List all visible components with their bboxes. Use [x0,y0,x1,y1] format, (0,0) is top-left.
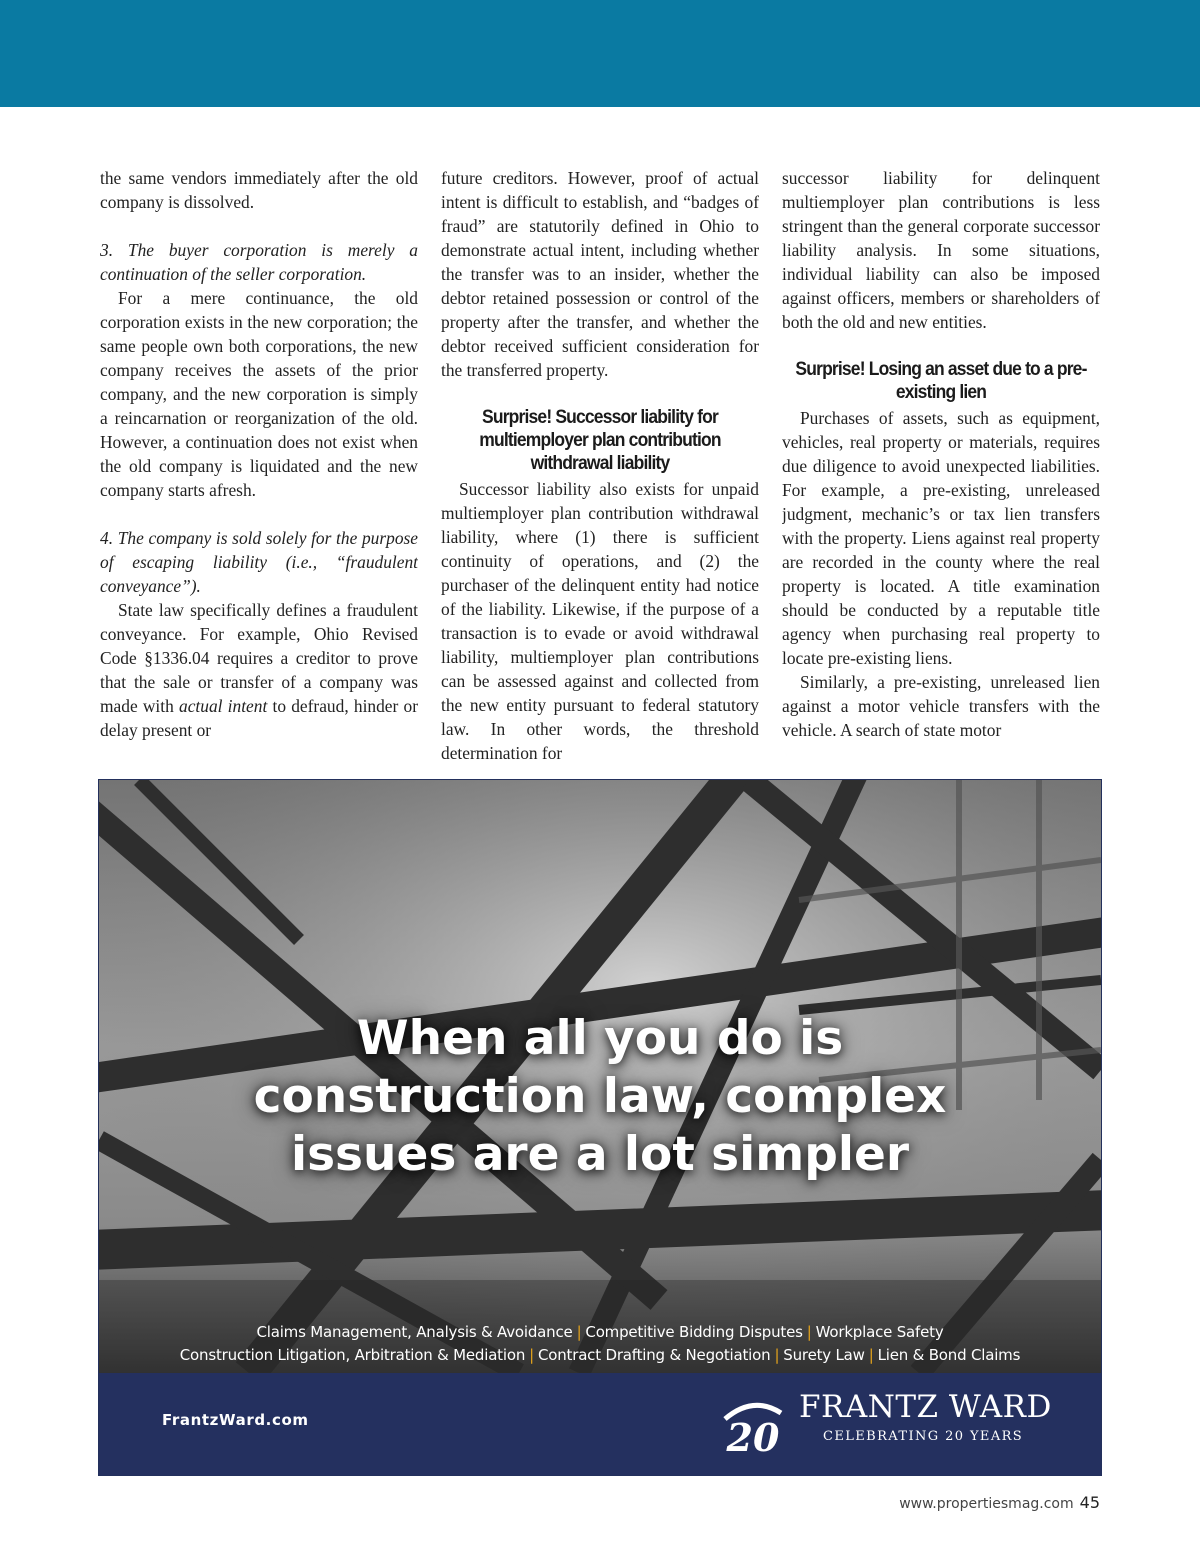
service-item: Construction Litigation, Arbitration & Mediation [179,1346,526,1364]
page-footer [899,1493,1100,1512]
services-row-1 [99,1323,1101,1341]
paragraph: successor liability for delinquent multiemployer plan contributions is less stringent than the general corporate successor liability analysis. In some situations, individual liability can also be imposed against officers, members or shareholders of both the old and new entities. [782,168,1100,332]
headline-line: construction law, complex [253,1069,947,1124]
paragraph: Successor liability also exists for unpaid multiemployer plan contribution withdrawal liability, where (1) there is sufficient continuity of operations, and (2) the purchaser of the delinquent entity had notice of the liability. Likewise, if the purpose of a transaction is to evade or avoid withdrawal liability, multiemployer plan contributions can be assessed against and collected from the new entity pursuant to federal statutory law. In other words, the threshold determination for [441,479,759,763]
brand-name: FRANTZ WARD [799,1389,1052,1425]
service-item: Workplace Safety [815,1323,944,1341]
ad-website-link[interactable]: FrantzWard.com [162,1411,309,1429]
paragraph: For a mere continuance, the old corporation exists in the new corporation; the same people own both corporations, the new company receives the assets of the prior company, and the new corporation is simply a reincarnation or reorganization of the old. However, a continuation does not exist when the old company is liquidated and the new company starts afresh. [100,288,418,500]
anniversary-logo-icon [717,1389,789,1461]
page-number: 45 [1079,1493,1100,1512]
brand-tagline: CELEBRATING 20 YEARS [823,1429,1024,1444]
headline-line: When all you do is [356,1011,844,1066]
separator: | [774,1346,780,1364]
paragraph: Purchases of assets, such as equipment, vehicles, real property or materials, requires due diligence to avoid unexpected liabilities. For example, a pre-existing, unreleased judgment, mechanic’s or tax lien transfers with the property. Liens against real property are recorded in the county where the real property is located. A title examination should be conducted by a reputable title agency when purchasing real property to locate pre-existing liens. [782,408,1100,668]
paragraph-text: State law specifically defines a fraudulent conveyance. For example, Ohio Revised Code §1336.04 requires a creditor to prove that the sale or transfer of a company was made with [100,600,418,716]
subheading-item-3: 3. The buyer corporation is merely a continuation of the seller corporation. [100,240,418,284]
section-heading: Surprise! Successor liability for multiemployer plan contribution withdrawal liability [479,407,721,474]
paragraph [100,598,418,742]
paragraph-text: to defraud, hinder or delay present or [100,696,418,740]
steel-beams-photo [99,780,1101,1373]
article-column-3 [782,166,1100,770]
section-heading: Surprise! Losing an asset due to a pre-existing lien [795,359,1087,403]
article-column-2 [441,166,759,770]
ad-footer-bar [99,1373,1101,1475]
separator: | [806,1323,812,1341]
separator: | [529,1346,534,1364]
header-color-band [0,0,1200,107]
paragraph: future creditors. However, proof of actual intent is difficult to establish, and “badges of fraud” are statutorily defined in Ohio to demonstrate actual intent, including whether the transfer was to an insider, whether the debtor retained possession or control of the property after the transfer, and whether the debtor received sufficient consideration for the transferred property. [441,168,759,380]
service-item: Competitive Bidding Disputes [585,1323,803,1341]
subheading-item-4: 4. The company is sold solely for the purpose of escaping liability (i.e., “fraudulent conveyance”). [100,528,418,596]
services-row-2 [99,1346,1101,1364]
service-item: Claims Management, Analysis & Avoidance [256,1323,573,1341]
logo-numeral: 20 [726,1415,780,1460]
separator: | [868,1346,874,1364]
paragraph: Similarly, a pre-existing, unreleased lien against a motor vehicle transfers with the vehicle. A search of state motor [782,672,1100,740]
article-column-1 [100,166,418,770]
headline-line: issues are a lot simpler [290,1127,910,1182]
magazine-url[interactable]: www.propertiesmag.com [899,1496,1074,1512]
service-item: Contract Drafting & Negotiation [537,1346,771,1364]
advertisement[interactable] [98,779,1102,1476]
separator: | [576,1323,582,1341]
paragraph: the same vendors immediately after the old company is dissolved. [100,168,418,212]
service-item: Lien & Bond Claims [877,1346,1021,1364]
emphasis-text: actual intent [179,696,268,716]
service-item: Surety Law [783,1346,865,1364]
ad-headline [99,1010,1101,1184]
